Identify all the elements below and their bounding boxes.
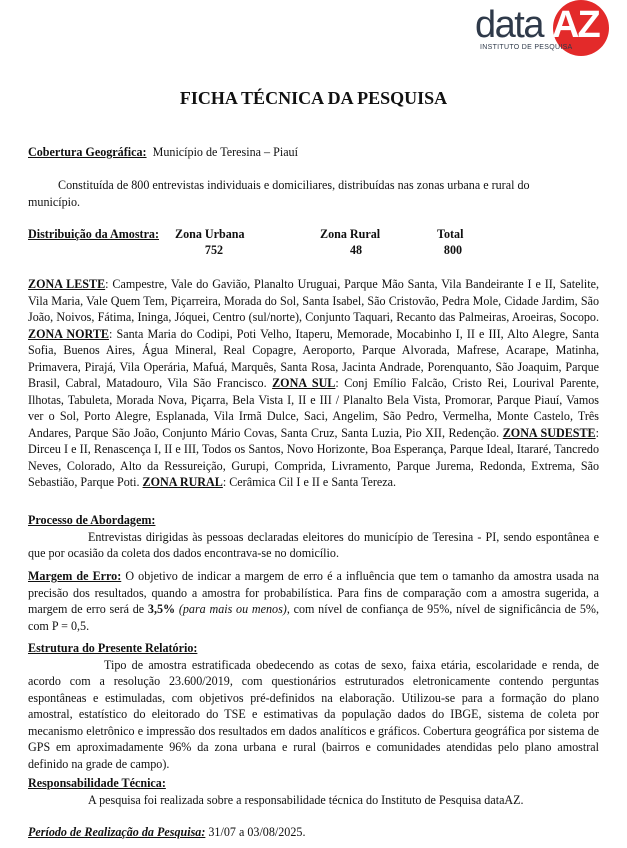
cobertura-label: Cobertura Geográfica:: [28, 145, 147, 159]
constituida-text: Constituída de 800 entrevistas individuais e domiciliares, distribuídas nas zonas urbana e rural do município.: [28, 178, 530, 209]
periodo-section: [28, 824, 599, 841]
processo-label: Processo de Abordagem:: [28, 513, 156, 527]
logo-word: data: [475, 4, 543, 46]
dataaz-logo: [472, 0, 622, 56]
distribuicao-label: Distribuição da Amostra:: [28, 227, 160, 241]
margem-text-before: O objetivo de indicar a margem de erro é a influência que tem o tamanho da amostra usada na precisão dos resultados, quando a amostra for probabilística. Para fins de comparação com a amostra sugerida, a margem de erro será de: [28, 569, 599, 616]
margem-text-after: , com nível de confiança de 95%, nível de significância de 5%, com P = 0,5.: [28, 602, 599, 633]
zona-norte-label: ZONA NORTE: [28, 326, 109, 341]
zona-leste-text: : Campestre, Vale do Gavião, Planalto Uruguai, Parque Mão Santa, Vila Bandeirante I e II, Satelite, Vila Maria, Vale Quem Tem, Piçarreira, Morada do Sol, Santa Isabel, São Cristovão, Pedra Mole, Cidade Jardim, São João, Noivos, Fátima, Ininga, Jóquei, Centro (sul/norte), Conjunto Taquari, Recanto das Palmeiras, Aroeiras, Socopo.: [28, 277, 599, 324]
distribuicao-section: [28, 226, 159, 243]
header-zona-urbana: Zona Urbana: [175, 227, 245, 241]
zona-sudeste-label: ZONA SUDESTE: [502, 425, 596, 440]
processo-text: Entrevistas dirigidas às pessoas declaradas eleitores do município de Teresina - PI, sendo espontânea e que por ocasião da coleta dos dados encontrava-se no domicílio.: [28, 529, 599, 560]
zona-leste-label: ZONA LESTE: [28, 277, 106, 291]
page-title: FICHA TÉCNICA DA PESQUISA: [179, 88, 448, 108]
estrutura-section: [28, 640, 599, 772]
logo-az: AZ: [552, 4, 599, 46]
zona-sudeste-text: : Dirceu I e II, Renascença I, II e III, Todos os Santos, Novo Horizonte, Boa Esperança, Parque Ideal, Itararé, Tancredo Neves, Colorado, Alto da Ressureição, Gurupi, Comprida, Livramento, Parque Jurema, Redonda, Extrema, São Sebastião, Parque Poti.: [28, 425, 599, 489]
responsabilidade-section: [28, 775, 599, 808]
responsabilidade-text: A pesquisa foi realizada sobre a responsabilidade técnica do Instituto de Pesquisa dataAZ.: [88, 792, 524, 807]
zona-sul-label: ZONA SUL: [272, 376, 336, 390]
zonas-paragraph: [28, 276, 599, 491]
constituida-paragraph: [28, 177, 568, 210]
processo-section: [28, 512, 599, 562]
margem-section: [28, 568, 599, 634]
margem-value: 3,5%: [147, 602, 176, 616]
periodo-value: 31/07 a 03/08/2025.: [205, 825, 306, 839]
periodo-label: Período de Realização da Pesquisa:: [28, 825, 206, 839]
value-total: 800: [443, 243, 463, 257]
margem-label: Margem de Erro:: [28, 569, 122, 583]
value-zona-rural: 48: [349, 243, 363, 257]
value-zona-urbana: 752: [204, 243, 224, 257]
estrutura-text: Tipo de amostra estratificada obedecendo as cotas de sexo, faixa etária, escolaridade e renda, de acordo com a resolução 23.600/2019, com questionários estruturados eletronicamente contendo perguntas espontâneas e estimuladas, com objetivos pré-definidos na elaboração. Utilizou-se para a formação do plano amostral, estatístico do eleitorado do TSE e estimativas da população dados do IBGE, sistema de coleta por mecanismo eletrônico e impressão dos resultados em dados analíticos e gráficos. Cobertura geográfica por sistema de GPS em aproximadamente 96% da zona urbana e rural (bairros e comunidades atendidas pelo plano amostral definido na grade de campo).: [28, 657, 599, 771]
logo-tagline: INSTITUTO DE PESQUISA: [480, 44, 573, 51]
margem-italic: (para mais ou menos): [175, 602, 287, 616]
header-total: Total: [437, 227, 464, 241]
zona-rural-text: : Cerâmica Cil I e II e Santa Tereza.: [222, 475, 397, 489]
zona-sul-text: : Conj Emílio Falcão, Cristo Rei, Lourival Parente, Ilhotas, Tabuleta, Morada Nova, Piçarra, Bela Vista I, II e III / Planalto Bela Vista, Promorar, Parque Piauí, Vamos ver o Sol, Porto Alegre, Esplanada, Vila Irmã Dulce, Saci, Angelim, São Pedro, Vermelha, Monte Castelo, Três Andares, Parque São João, Conjunto Mário Covas, Santa Cruz, Santa Luzia, Pio XII, Redenção.: [28, 376, 599, 440]
estrutura-label: Estrutura do Presente Relatório:: [28, 641, 198, 655]
zona-norte-text: : Santa Maria do Codipi, Poti Velho, Itaperu, Memorade, Mocabinho I, II e III, Alto Alegre, Santa Sofia, Buenos Aires, Água Mineral, Real Copagre, Aeroporto, Parque Alvorada, Mafrese, Acarape, Matinha, Primavera, Pirajá, Vila Operária, Mafuá, Marquês, Santa Rosa, Jacinta Andrade, Porenquanto, São Joaquim, Parque Brasil, Cabral, Matadouro, Vila São Francisco.: [28, 326, 599, 390]
cobertura-section: [28, 144, 599, 161]
header-zona-rural: Zona Rural: [320, 227, 381, 241]
responsabilidade-label: Responsabilidade Técnica:: [28, 776, 166, 790]
cobertura-value: Município de Teresina – Piauí: [152, 145, 298, 159]
zona-rural-label: ZONA RURAL: [142, 475, 223, 489]
